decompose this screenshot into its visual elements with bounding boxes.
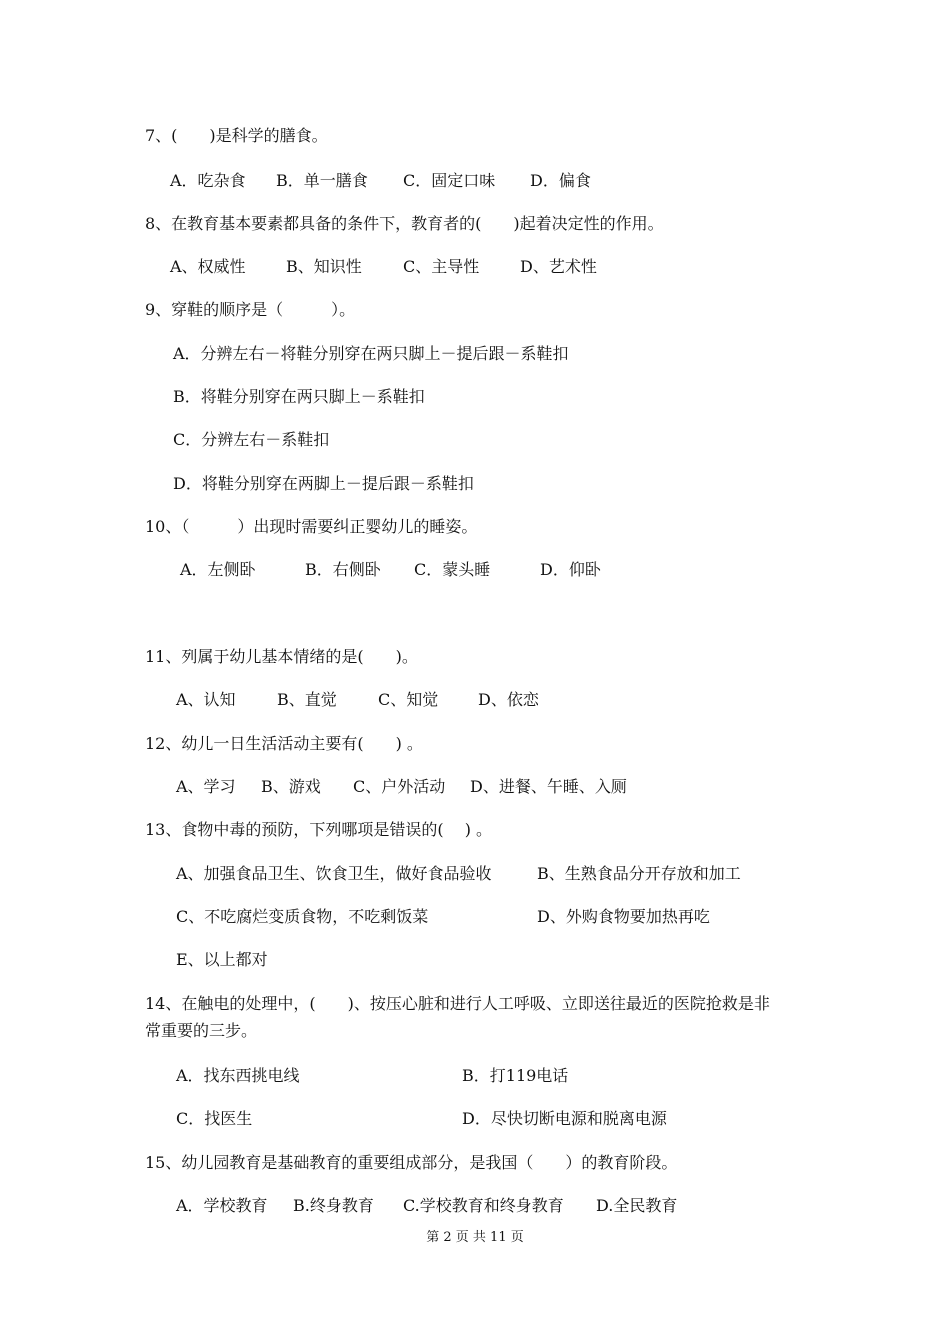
q15-option-a: A．学校教育 bbox=[176, 1196, 268, 1215]
question-10-stem: 10、（ ）出现时需要纠正婴幼儿的睡姿。 bbox=[145, 517, 478, 536]
q13-option-d: D、外购食物要加热再吃 bbox=[537, 907, 710, 926]
q7-option-c: C．固定口味 bbox=[403, 171, 496, 190]
q9-option-c: C．分辨左右－系鞋扣 bbox=[173, 430, 330, 449]
question-9-stem: 9、穿鞋的顺序是（ ）。 bbox=[145, 300, 356, 319]
q11-option-b: B、直觉 bbox=[277, 690, 337, 709]
q10-option-c: C．蒙头睡 bbox=[414, 560, 491, 579]
q9-option-d: D．将鞋分别穿在两脚上－提后跟－系鞋扣 bbox=[173, 474, 474, 493]
q7-option-a: A．吃杂食 bbox=[170, 171, 246, 190]
question-11-stem: 11、列属于幼儿基本情绪的是( )。 bbox=[145, 647, 418, 666]
q13-option-b: B、生熟食品分开存放和加工 bbox=[537, 864, 741, 883]
q15-option-d: D.全民教育 bbox=[596, 1196, 678, 1215]
q10-option-a: A．左侧卧 bbox=[180, 560, 256, 579]
q12-option-a: A、学习 bbox=[176, 777, 236, 796]
question-7-stem: 7、( )是科学的膳食。 bbox=[145, 126, 328, 145]
q13-option-e: E、以上都对 bbox=[176, 950, 268, 969]
question-8-stem: 8、在教育基本要素都具备的条件下，教育者的( )起着决定性的作用。 bbox=[145, 214, 664, 233]
q15-option-c: C.学校教育和终身教育 bbox=[403, 1196, 564, 1215]
q8-option-c: C、主导性 bbox=[403, 257, 480, 276]
question-14-stem-continued: 常重要的三步。 bbox=[145, 1021, 258, 1040]
question-15-stem: 15、幼儿园教育是基础教育的重要组成部分，是我国（ ）的教育阶段。 bbox=[145, 1153, 678, 1172]
q10-option-b: B．右侧卧 bbox=[305, 560, 381, 579]
q11-option-c: C、知觉 bbox=[378, 690, 439, 709]
q9-option-b: B．将鞋分别穿在两只脚上－系鞋扣 bbox=[173, 387, 425, 406]
q11-option-d: D、依恋 bbox=[478, 690, 539, 709]
q11-option-a: A、认知 bbox=[176, 690, 236, 709]
q8-option-b: B、知识性 bbox=[286, 257, 362, 276]
q12-option-d: D、进餐、午睡、入厕 bbox=[470, 777, 627, 796]
question-13-stem: 13、食物中毒的预防，下列哪项是错误的( ) 。 bbox=[145, 820, 493, 839]
question-12-stem: 12、幼儿一日生活活动主要有( ) 。 bbox=[145, 734, 423, 753]
q13-option-c: C、不吃腐烂变质食物，不吃剩饭菜 bbox=[176, 907, 429, 926]
q7-option-b: B．单一膳食 bbox=[276, 171, 368, 190]
q12-option-b: B、游戏 bbox=[261, 777, 321, 796]
q7-option-d: D．偏食 bbox=[530, 171, 591, 190]
q14-option-d: D．尽快切断电源和脱离电源 bbox=[462, 1109, 667, 1128]
page-footer: 第 2 页 共 11 页 bbox=[426, 1230, 524, 1245]
q12-option-c: C、户外活动 bbox=[353, 777, 446, 796]
q14-option-c: C．找医生 bbox=[176, 1109, 253, 1128]
q9-option-a: A．分辨左右－将鞋分别穿在两只脚上－提后跟－系鞋扣 bbox=[173, 344, 569, 363]
q14-option-b: B．打119电话 bbox=[462, 1066, 569, 1085]
question-14-stem: 14、在触电的处理中，( )、按压心脏和进行人工呼吸、立即送往最近的医院抢救是非 bbox=[145, 994, 770, 1013]
q14-option-a: A．找东西挑电线 bbox=[176, 1066, 300, 1085]
q15-option-b: B.终身教育 bbox=[293, 1196, 374, 1215]
q8-option-d: D、艺术性 bbox=[520, 257, 597, 276]
q10-option-d: D．仰卧 bbox=[540, 560, 601, 579]
q8-option-a: A、权威性 bbox=[170, 257, 246, 276]
q13-option-a: A、加强食品卫生、饮食卫生，做好食品验收 bbox=[176, 864, 492, 883]
